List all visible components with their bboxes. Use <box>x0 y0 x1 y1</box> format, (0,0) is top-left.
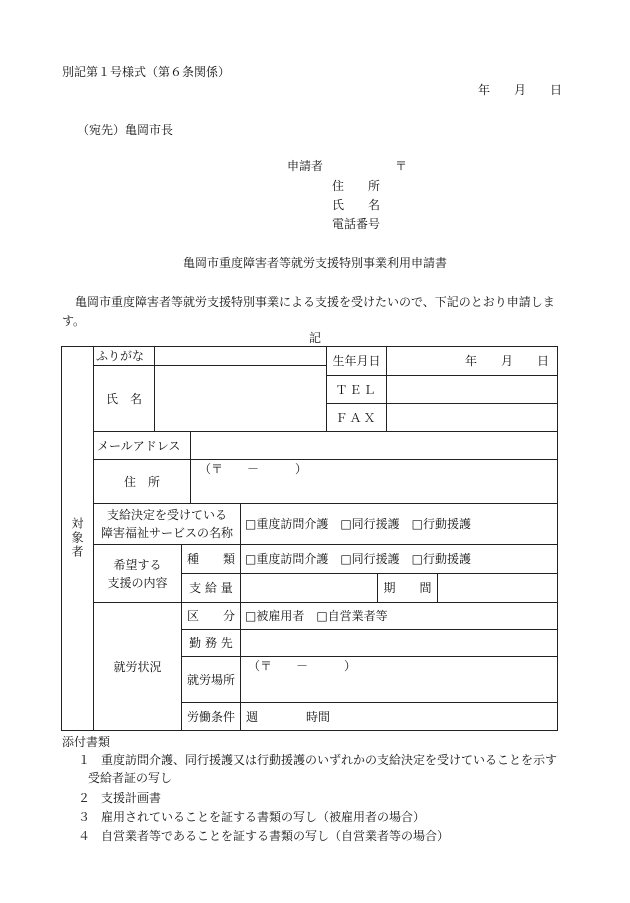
name-field[interactable] <box>155 366 325 431</box>
amount-field[interactable] <box>241 574 377 602</box>
kind-label: 種 類 <box>186 552 235 566</box>
applicant-phone-label: 電話番号 <box>332 217 381 231</box>
approved-service-options-text: □重度訪問介護 □同行援護 □行動援護 <box>245 517 472 531</box>
addressee: （宛先）亀岡市長 <box>77 123 174 137</box>
address-postal-text: （〒 － ） <box>199 462 308 476</box>
tel-field[interactable] <box>387 376 557 403</box>
applicant-name-label: 氏 名 <box>332 198 381 212</box>
kind-options-text: □重度訪問介護 □同行援護 □行動援護 <box>245 552 472 566</box>
furigana-label: ふりがな <box>96 349 145 363</box>
attachments-title: 添付書類 <box>62 735 111 749</box>
period-label: 期 間 <box>383 581 432 595</box>
postal-mark: 〒 <box>395 159 408 173</box>
birthdate-value: 年 月 日 <box>465 354 550 368</box>
work-location-label: 就労場所 <box>186 672 235 687</box>
birthdate-label: 生年月日 <box>332 354 381 368</box>
address-label: 住 所 <box>123 474 160 489</box>
approved-service-label: 支給決定を受けている 障害福祉サービスの名称 <box>100 508 233 540</box>
furigana-field[interactable] <box>155 347 325 365</box>
name-label: 氏 名 <box>105 391 142 406</box>
category-label: 区 分 <box>186 609 235 623</box>
work-conditions-value: 週 時間 <box>246 709 331 724</box>
work-status-label: 就労状況 <box>113 659 162 674</box>
approved-service-options[interactable] <box>245 504 557 544</box>
address-postal[interactable] <box>199 460 557 478</box>
workplace-field[interactable] <box>241 630 557 656</box>
work-conditions-field[interactable] <box>246 703 557 730</box>
form-code: 別記第１号様式（第６条関係） <box>62 65 231 79</box>
document-title: 亀岡市重度障害者等就労支援特別事業利用申請書 <box>182 256 447 270</box>
applicant-address-label: 住 所 <box>332 179 381 193</box>
desired-support-label: 希望する 支援の内容 <box>107 557 168 590</box>
category-options-text: □被雇用者 □自営業者等 <box>245 609 388 623</box>
category-options[interactable] <box>245 603 557 629</box>
email-field[interactable] <box>191 432 557 459</box>
workplace-label: 勤 務 先 <box>189 636 233 650</box>
applicant-label: 申請者 <box>287 159 324 173</box>
target-person-label: 対象者 <box>70 517 84 559</box>
ki-heading: 記 <box>308 331 321 345</box>
amount-label: 支 給 量 <box>189 581 233 595</box>
kind-options[interactable] <box>245 545 557 573</box>
intro-paragraph: 亀岡市重度障害者等就労支援特別事業による支援を受けたいので、下記のとおり申請します。 <box>62 295 555 328</box>
birthdate-field[interactable] <box>387 347 557 375</box>
work-location-postal-text: （〒 － ） <box>248 659 357 673</box>
fax-label: ＦＡＸ <box>335 410 378 425</box>
fax-field[interactable] <box>387 404 557 431</box>
date-line: 年 月 日 <box>478 83 563 97</box>
tel-label: ＴＥＬ <box>335 382 378 397</box>
work-conditions-label: 労働条件 <box>186 709 235 724</box>
work-location-postal[interactable] <box>248 657 557 675</box>
period-field[interactable] <box>438 574 557 602</box>
email-label: メールアドレス <box>97 438 181 453</box>
attachment-item-continuation: 受給者証の写し <box>88 771 173 785</box>
